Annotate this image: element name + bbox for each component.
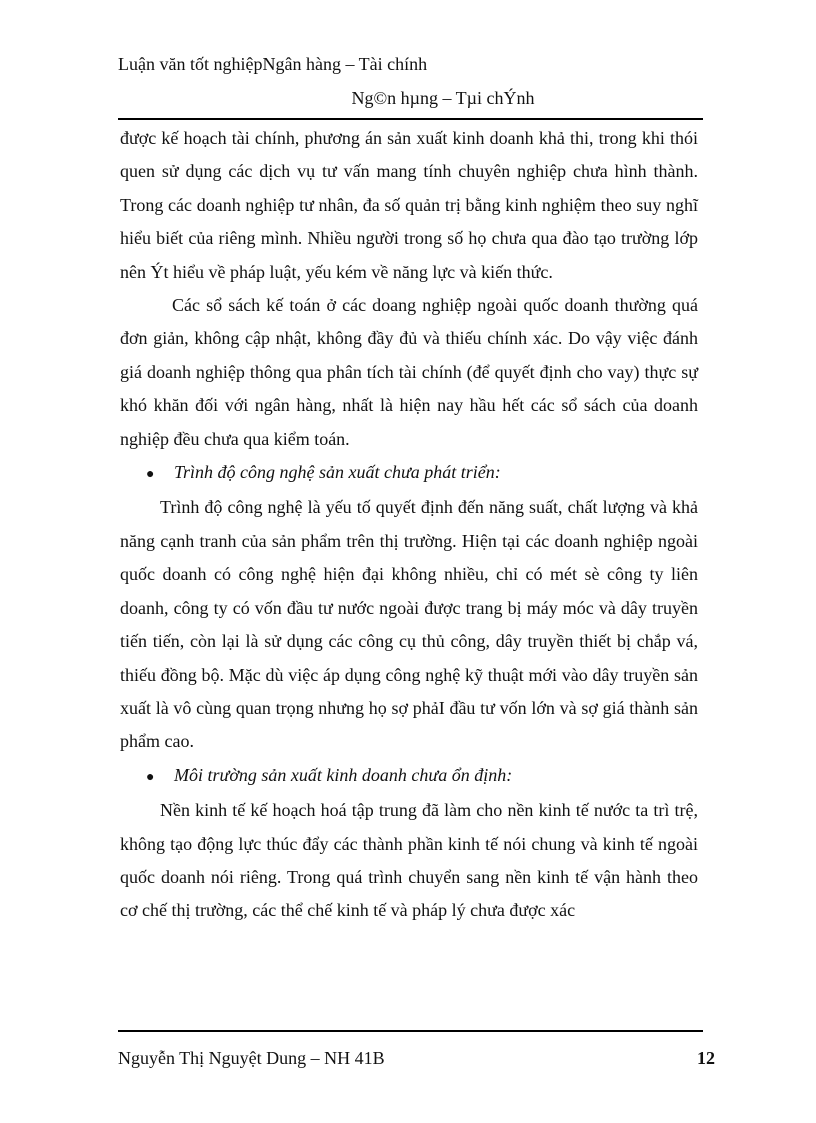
document-body (120, 122, 698, 928)
bullet-icon: ● (146, 769, 155, 785)
header-subtitle: Ng©n hµng – Tµi chÝnh (351, 88, 535, 108)
footer-author: Nguyễn Thị Nguyệt Dung – NH 41B (118, 1048, 385, 1068)
paragraph-1: được kế hoạch tài chính, phương án sản xuất kinh doanh khả thi, trong khi thói quen sử dụng các dịch vụ tư vấn mang tính chuyên nghiệp chưa hình thành. Trong các doanh nghiệp tư nhân, đa số quản trị bằng kinh nghiệm theo suy nghĩ hiểu biết của riêng mình. Nhiều người trong số họ chưa qua đào tạo trường lớp nên Ýt hiểu về pháp luật, yếu kém về năng lực và kiến thức. (120, 128, 698, 282)
bullet-icon: ● (146, 467, 155, 483)
paragraph-4: Nền kinh tế kế hoạch hoá tập trung đã làm cho nền kinh tế nước ta trì trệ, không tạo động lực thúc đẩy các thành phần kinh tế nói chung và kinh tế ngoài quốc doanh nói riêng. Trong quá trình chuyển sang nền kinh tế vận hành theo cơ chế thị trường, các thể chế kinh tế và pháp lý chưa được xác (120, 800, 698, 921)
page-number: 12 (697, 1048, 715, 1068)
bullet-heading: Môi trường sản xuất kinh doanh chưa ổn định: (174, 764, 513, 785)
bullet-heading: Trình độ công nghệ sản xuất chưa phát triển: (174, 462, 501, 483)
footer-divider (118, 1030, 703, 1032)
header-divider (118, 118, 703, 120)
bullet-item-technology (120, 456, 698, 491)
paragraph-3: Trình độ công nghệ là yếu tố quyết định đến năng suất, chất lượng và khả năng cạnh tranh của sản phẩm trên thị trường. Hiện tại các doanh nghiệp ngoài quốc doanh có công nghệ hiện đại không nhiều, chỉ có mét sè công ty liên doanh, công ty có vốn đầu tư nước ngoài được trang bị máy móc và dây truyền tiến tiến, còn lại là sử dụng các công cụ thủ công, dây truyền thiết bị chắp vá, thiếu đồng bộ. Mặc dù việc áp dụng công nghệ kỹ thuật mới vào dây truyền sản xuất là vô cùng quan trọng nhưng họ sợ phảI đầu tư vốn lớn và sợ giá thành sản phẩm cao. (120, 497, 698, 752)
paragraph-2: Các sổ sách kế toán ở các doang nghiệp ngoài quốc doanh thường quá đơn giản, không cập nhật, không đầy đủ và thiếu chính xác. Do vậy việc đánh giá doanh nghiệp thông qua phân tích tài chính (để quyết định cho vay) thực sự khó khăn đối với ngân hàng, nhất là hiện nay hầu hết các sổ sách của doanh nghiệp đều chưa qua kiểm toán. (120, 295, 698, 449)
bullet-item-environment (120, 759, 698, 794)
header-title: Luận văn tốt nghiệpNgân hàng – Tài chính (118, 54, 428, 74)
